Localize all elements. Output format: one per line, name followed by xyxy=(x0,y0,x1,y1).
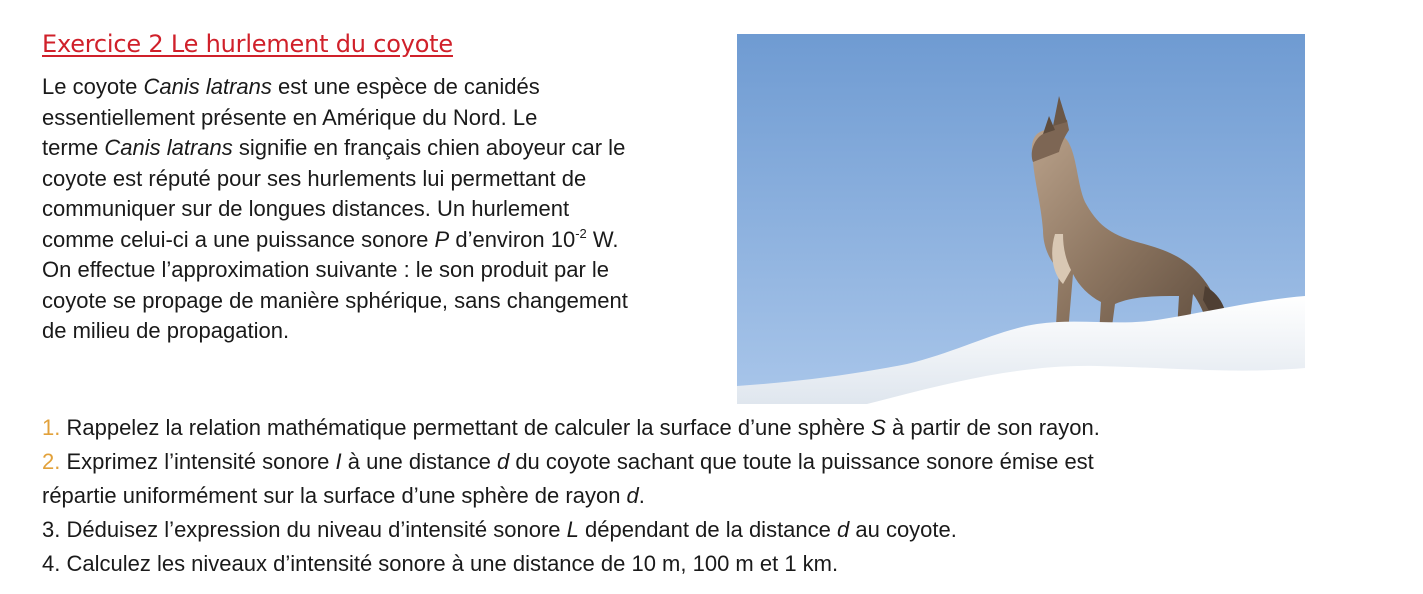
species-name: Canis latrans xyxy=(143,74,272,99)
variable-s: S xyxy=(871,415,886,440)
coyote-photo xyxy=(737,34,1305,404)
variable-d: d xyxy=(496,449,510,474)
intro-text: W. xyxy=(586,226,619,252)
intro-line-9: de milieu de propagation. xyxy=(42,318,290,343)
variable-d: d xyxy=(626,483,639,508)
question-text: dépendant de la distance xyxy=(578,517,837,542)
intro-text: comme celui-ci a une puissance sonore xyxy=(42,226,435,252)
intro-text: est une espèce de canidés xyxy=(271,74,540,99)
question-text: . xyxy=(638,483,645,508)
question-4: 4. Calculez les niveaux d’intensité sonore à une distance de 10 m, 100 m et 1 km. xyxy=(42,551,839,576)
variable-i: I xyxy=(335,449,342,474)
intro-line-2: essentiellement présente en Amérique du Nord. Le xyxy=(42,104,538,130)
question-text: 3. Déduisez l’expression du niveau d’intensité sonore xyxy=(42,517,567,542)
question-number: 2. xyxy=(42,449,61,474)
question-text: à une distance xyxy=(341,449,497,474)
species-name: Canis latrans xyxy=(104,135,233,160)
intro-line-4: coyote est réputé pour ses hurlements lui permettant de xyxy=(42,165,587,191)
intro-line-8: coyote se propage de manière sphérique, sans changement xyxy=(42,287,628,313)
question-text: au coyote. xyxy=(849,517,957,542)
intro-line-7: On effectue l’approximation suivante : le son produit par le xyxy=(42,257,610,282)
question-text: Rappelez la relation mathématique permettant de calculer la surface d’une sphère xyxy=(60,415,872,440)
question-text: du coyote sachant que toute la puissance sonore émise est xyxy=(509,449,1094,474)
intro-line-3 xyxy=(42,133,742,164)
question-1 xyxy=(42,411,1362,445)
question-3 xyxy=(42,513,1362,547)
questions-list xyxy=(42,411,1362,581)
question-number: 1. xyxy=(42,415,61,440)
question-text: Exprimez l’intensité sonore xyxy=(60,449,336,474)
question-text: à partir de son rayon. xyxy=(885,415,1100,440)
intro-text: d’environ 10 xyxy=(449,226,576,252)
exercise-title: Exercice 2 Le hurlement du coyote xyxy=(42,30,453,58)
variable-d: d xyxy=(837,517,850,542)
question-2 xyxy=(42,445,1362,479)
question-text: répartie uniformément sur la surface d’une sphère de rayon xyxy=(42,483,627,508)
power-exponent: -2 xyxy=(575,225,587,241)
intro-text: Le coyote xyxy=(42,74,144,99)
intro-line-6 xyxy=(42,225,742,256)
variable-l: L xyxy=(566,517,579,542)
howling-coyote-icon xyxy=(737,34,1305,404)
intro-text: signifie en français chien aboyeur car le xyxy=(232,135,626,160)
intro-line-5: communiquer sur de longues distances. Un hurlement xyxy=(42,196,570,221)
intro-line-1 xyxy=(42,72,742,103)
intro-paragraph xyxy=(42,72,742,347)
intro-text: terme xyxy=(42,135,105,160)
question-2-continued xyxy=(42,479,1362,513)
power-variable: P xyxy=(434,226,450,252)
